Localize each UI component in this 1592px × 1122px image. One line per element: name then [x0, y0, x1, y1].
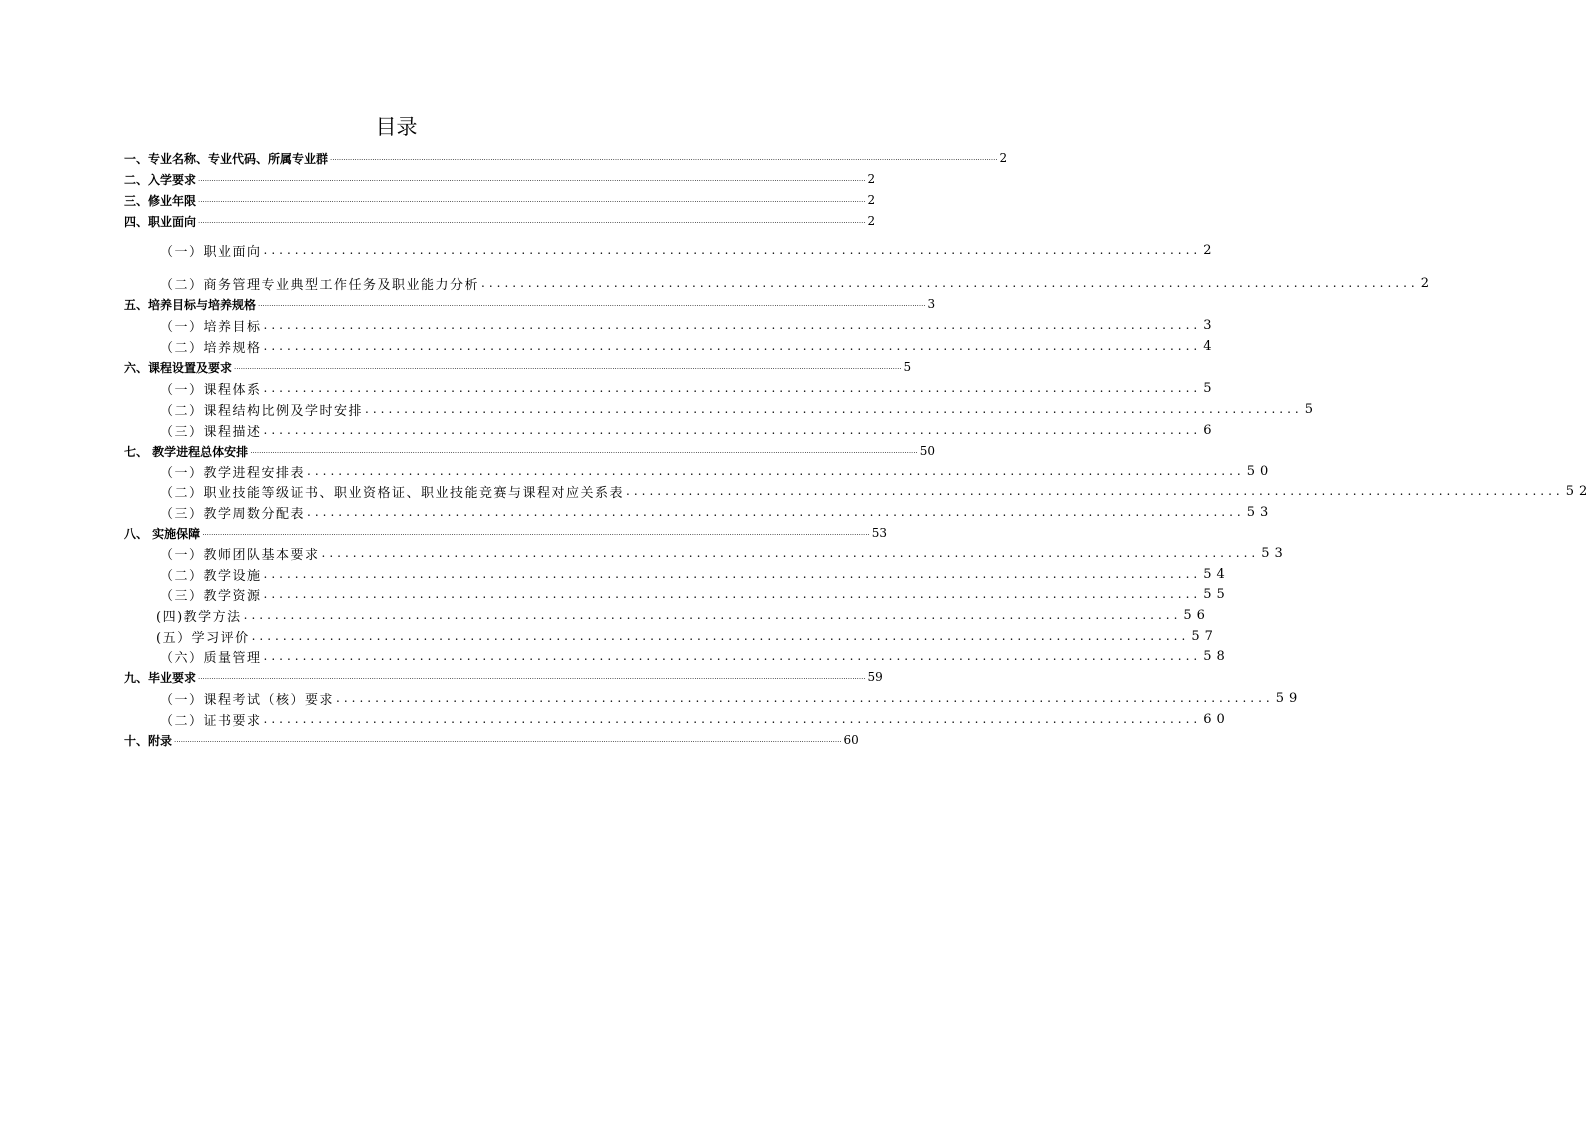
toc-entry-label: （三）教学资源: [160, 588, 262, 604]
toc-dot-leader: ............................................................................................................................................................................................................................................................................................................: [198, 673, 866, 681]
toc-entry-page: 59: [867, 670, 883, 684]
toc-dot-leader: ........................................................................................................................: [263, 243, 1202, 257]
toc-entry-page: 5: [1203, 380, 1217, 396]
toc-dot-leader: ........................................................................................................................: [263, 318, 1202, 332]
toc-entry-label: 三、修业年限: [124, 193, 197, 208]
toc-entry-label: （三）课程描述: [160, 424, 262, 440]
toc-entry-page: 2: [867, 172, 876, 186]
toc-entry-page: 53: [1246, 504, 1274, 520]
toc-entry-page: 5: [903, 360, 912, 374]
toc-dot-leader: ........................................................................................................................: [336, 691, 1274, 705]
toc-entry-label: （二）课程结构比例及学时安排: [160, 403, 364, 419]
toc-dot-leader: ............................................................................................................................................................................................................................................................................................................: [174, 736, 842, 744]
toc-entry-page: 2: [1420, 275, 1435, 291]
toc-entry[interactable]: [160, 564, 1230, 584]
toc-entry[interactable]: [124, 294, 936, 314]
toc-entry[interactable]: [124, 357, 912, 377]
toc-entry[interactable]: [160, 584, 1230, 604]
toc-entry-page: 56: [1183, 607, 1210, 623]
toc-dot-leader: ........................................................................................................................: [263, 423, 1202, 437]
toc-entry-label: （二）教学设施: [160, 568, 262, 584]
toc-entry-page: 6: [1203, 422, 1217, 438]
toc-entry[interactable]: [160, 420, 1217, 440]
toc-entry-page: 5: [1304, 401, 1319, 417]
toc-dot-leader: ........................................................................................................................: [263, 712, 1202, 726]
toc-entry[interactable]: [156, 605, 1210, 625]
toc-entry[interactable]: [160, 502, 1274, 522]
toc-dot-leader: ........................................................................................................................: [307, 464, 1245, 478]
toc-dot-leader: ........................................................................................................................: [243, 608, 1182, 622]
toc-entry-label: 四、职业面向: [124, 214, 197, 229]
toc-entry-page: 2: [867, 214, 876, 228]
toc-entry[interactable]: [124, 523, 887, 543]
toc-entry[interactable]: [160, 688, 1303, 708]
toc-entry[interactable]: [124, 190, 876, 210]
toc-dot-leader: ............................................................................................................................................................................................................................................................................................................: [258, 300, 926, 308]
toc-entry[interactable]: [124, 169, 876, 189]
toc-entry-page: 50: [1246, 463, 1274, 479]
toc-entry[interactable]: [160, 399, 1319, 419]
toc-entry[interactable]: [124, 148, 1008, 168]
toc-entry-page: 53: [871, 526, 887, 540]
toc-entry[interactable]: [160, 240, 1217, 260]
toc-entry-label: （一）教师团队基本要求: [160, 547, 320, 563]
toc-dot-leader: ........................................................................................................................: [307, 505, 1245, 519]
toc-entry-page: 3: [1203, 317, 1217, 333]
toc-entry-page: 57: [1191, 628, 1218, 644]
toc-entry-label: （一）职业面向: [160, 244, 262, 260]
toc-entry-label: 七、 教学进程总体安排: [124, 444, 249, 459]
toc-entry-label: （三）教学周数分配表: [160, 506, 306, 522]
toc-entry-label: 二、入学要求: [124, 172, 197, 187]
toc-entry-label: （二）职业技能等级证书、职业资格证、职业技能竞赛与课程对应关系表: [160, 485, 625, 501]
toc-entry-page: 4: [1203, 338, 1217, 354]
toc-dot-leader: ........................................................................................................................: [263, 587, 1202, 601]
toc-dot-leader: ............................................................................................................................................................................................................................................................................................................: [234, 363, 902, 371]
toc-dot-leader: ............................................................................................................................................................................................................................................................................................................: [330, 154, 998, 162]
toc-entry[interactable]: [160, 646, 1230, 666]
toc-entry[interactable]: [160, 709, 1230, 729]
toc-entry-page: 55: [1203, 586, 1230, 602]
toc-entry-label: 九、毕业要求: [124, 670, 197, 685]
toc-entry-label: (五）学习评价: [156, 630, 250, 646]
toc-dot-leader: ............................................................................................................................................................................................................................................................................................................: [198, 196, 866, 204]
toc-entry[interactable]: [124, 667, 883, 687]
toc-entry-page: 2: [999, 151, 1008, 165]
toc-entry-label: 一、专业名称、专业代码、所属专业群: [124, 151, 329, 166]
toc-entry-page: 2: [867, 193, 876, 207]
toc-entry-label: （一）课程体系: [160, 382, 262, 398]
toc-entry[interactable]: [160, 481, 1592, 501]
toc-entry-label: （一）课程考试（核）要求: [160, 692, 335, 708]
toc-entry-label: 六、课程设置及要求: [124, 360, 233, 375]
toc-entry-label: 五、培养目标与培养规格: [124, 297, 257, 312]
toc-dot-leader: ........................................................................................................................: [263, 567, 1202, 581]
toc-entry[interactable]: [160, 315, 1217, 335]
toc-entry[interactable]: [124, 441, 935, 461]
toc-entry-label: （一）培养目标: [160, 319, 262, 335]
toc-entry-page: 54: [1203, 566, 1230, 582]
toc-dot-leader: ............................................................................................................................................................................................................................................................................................................: [198, 175, 866, 183]
toc-entry-label: （二）商务管理专业典型工作任务及职业能力分析: [160, 277, 480, 293]
toc-entry[interactable]: [160, 336, 1217, 356]
toc-entry[interactable]: [160, 461, 1274, 481]
toc-dot-leader: ........................................................................................................................: [321, 546, 1260, 560]
toc-entry[interactable]: [156, 626, 1218, 646]
toc-entry-label: （六）质量管理: [160, 650, 262, 666]
toc-dot-leader: ........................................................................................................................: [263, 381, 1202, 395]
toc-entry-label: 八、 实施保障: [124, 526, 201, 541]
toc-entry-label: （二）培养规格: [160, 340, 262, 356]
toc-entry-page: 50: [919, 444, 935, 458]
toc-dot-leader: ........................................................................................................................: [481, 276, 1419, 290]
page-title: 目录: [375, 115, 418, 139]
toc-entry[interactable]: [160, 543, 1288, 563]
toc-entry-label: （二）证书要求: [160, 713, 262, 729]
toc-dot-leader: ........................................................................................................................: [263, 649, 1202, 663]
toc-entry-page: 3: [927, 297, 936, 311]
toc-dot-leader: ........................................................................................................................: [263, 339, 1202, 353]
toc-dot-leader: ............................................................................................................................................................................................................................................................................................................: [202, 529, 870, 537]
toc-entry-label: 十、附录: [124, 733, 173, 748]
toc-entry-page: 53: [1261, 545, 1288, 561]
toc-entry-page: 60: [1203, 711, 1230, 727]
toc-entry[interactable]: [124, 730, 859, 750]
toc-entry[interactable]: [160, 378, 1217, 398]
toc-entry-page: 59: [1275, 690, 1303, 706]
toc-entry-label: (四)教学方法: [156, 609, 242, 625]
toc-entry-label: （一）教学进程安排表: [160, 465, 306, 481]
toc-entry-page: 52: [1565, 483, 1592, 499]
toc-entry[interactable]: [160, 273, 1435, 293]
toc-entry-page: 58: [1203, 648, 1230, 664]
toc-entry-page: 60: [843, 733, 859, 747]
toc-entry-page: 2: [1203, 242, 1217, 258]
toc-entry[interactable]: [124, 211, 876, 231]
toc-dot-leader: ............................................................................................................................................................................................................................................................................................................: [250, 447, 918, 455]
toc-dot-leader: ........................................................................................................................: [251, 629, 1190, 643]
toc-dot-leader: ............................................................................................................................................................................................................................................................................................................: [198, 217, 866, 225]
toc-dot-leader: ........................................................................................................................: [365, 402, 1303, 416]
toc-dot-leader: ........................................................................................................................: [626, 484, 1564, 498]
